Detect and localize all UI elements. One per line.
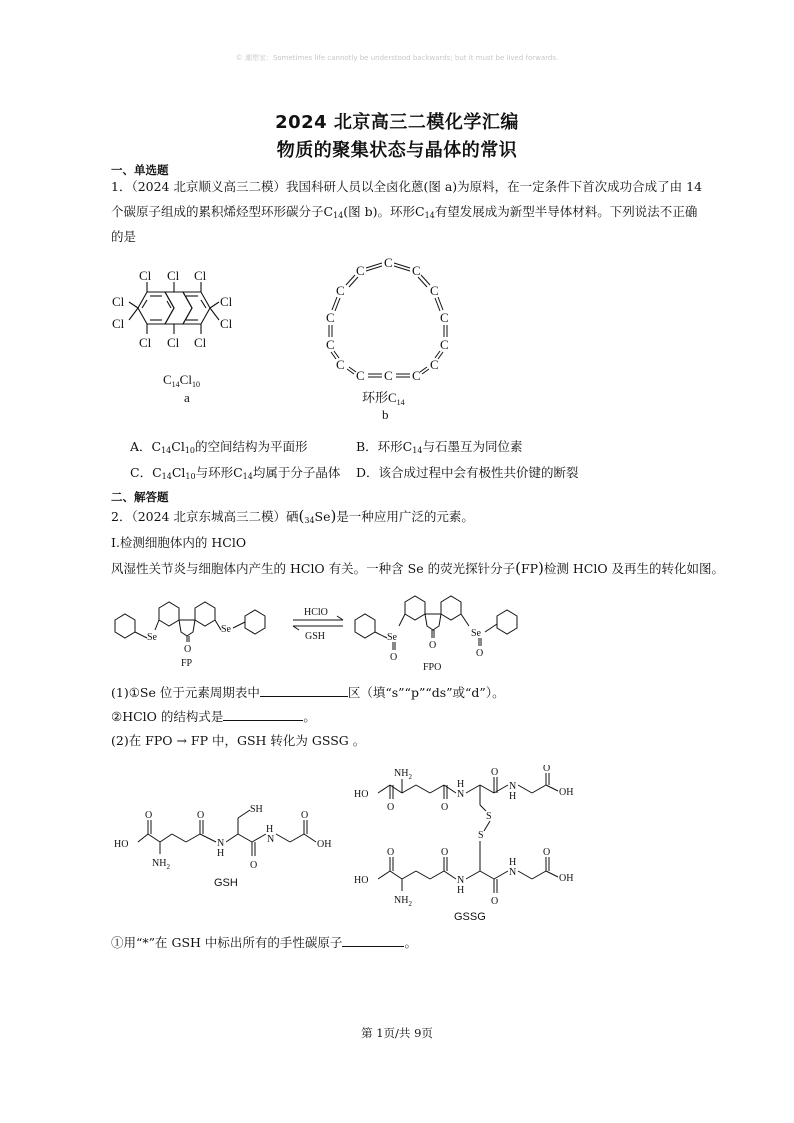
formula-sub: 14 [333,211,344,220]
option-text: B．环形C [356,439,413,454]
option-text: 的空间结构为平面形 [195,439,308,454]
arrow-label-hclo: HClO [304,607,328,618]
gsh-label: GSH [214,877,238,889]
oh-group: OH [317,839,332,850]
o-atom: O [145,810,153,821]
document-subtitle: 物质的聚集状态与晶体的常识 [276,140,518,161]
cl-atom: Cl [167,335,180,350]
option-text: 与石墨互为同位素 [422,439,523,454]
figure-b-cyclocarbon [320,255,460,420]
cl-atom: Cl [220,316,233,331]
o-atom: O [441,847,449,858]
nh2-group: $NH_2$ [394,768,412,781]
svg-text:C: C [326,310,335,325]
q2-text: 。 [303,709,316,724]
o-atom: O [250,860,258,871]
cl-atom: Cl [194,268,207,283]
q1-text: 有望发展成为新型半导体材料。下列说法 [434,204,660,219]
oh-group: OH [559,873,574,884]
formula-sub: 14 [242,472,253,481]
q2-text: 。 [404,935,417,950]
figure-b-letter: b [382,407,389,420]
fp-fpo-scheme [105,590,545,680]
formula-sub: 14 [412,446,423,455]
ho-group: HO [354,789,369,800]
o-atom: O [491,767,499,778]
svg-text:C: C [336,357,345,372]
element-se: Se [314,509,331,524]
q2-text: (1)①Se 位于元素周期表中 [111,685,260,700]
emphasis-char: 正 [672,204,685,219]
option-text: C．C [130,465,162,480]
gssg-label: GSSG [454,911,486,923]
o-atom: O [301,810,309,821]
figure-a-letter: a [184,390,190,402]
q1-text: (图 b)。环形 [343,204,416,219]
emphasis-char: 确 [684,204,698,219]
svg-text:C: C [326,337,335,352]
arrow-label-gsh: GSH [305,631,326,642]
ho-group: HO [354,875,369,886]
formula-c: C [415,204,425,219]
n-atom: N [457,789,465,800]
se-atom: Se [221,624,231,635]
q2-text: 是一种应用广泛的元素。 [336,509,474,524]
fpo-label: FPO [423,662,442,673]
formula-sub: 14 [161,472,172,481]
h-atom: H [509,791,517,802]
h-atom: H [457,779,465,790]
svg-text:C: C [412,263,421,278]
watermark: © 潮想家：Sometimes life cannotly be understood backwards; but it must be lived forwards. [235,54,559,62]
q1-line-1: 1．（2024 北京顺义高三二模）我国科研人员以全卤化蒽(图 a)为原料，在一定条件下首次成功合成了由 14 [111,179,703,194]
q2-sub2: (2)在 FPO → FP 中，GSH 转化为 GSSG 。 [111,733,366,748]
o-atom: O [491,896,499,907]
h-atom: H [457,885,465,896]
s-atom: S [486,811,492,822]
q2-text: 2．（2024 北京东城高三二模）硒 [111,509,299,524]
figure-a-formula: $C_{14}Cl_{10}$ [163,372,200,389]
q1-line-3: 的是 [111,229,137,244]
svg-text:C: C [440,310,449,325]
part1-text: 风湿性关节炎与细胞体内产生的 HClO 有关。一种含 Se 的荧光探针分子(FP)检测 HClO 及再生的转化如图。 [111,559,725,577]
sh-group: SH [250,804,263,815]
option-c[interactable] [130,463,340,481]
formula-sub: 10 [184,446,196,455]
n-atom: N [217,838,225,849]
atomic-number: 34 [304,516,315,525]
option-text: Cl [171,439,185,454]
answer-blank-chiral-carbon[interactable] [342,934,404,947]
h-atom: H [217,848,225,859]
option-text: 与环形C [195,465,243,480]
cl-atom: Cl [194,335,207,350]
cl-atom: Cl [112,294,125,309]
figure-b-formula: 环形$C_{14}$ [362,390,405,407]
option-d[interactable]: D．该合成过程中会有极性共价键的断裂 [356,465,579,480]
o-atom: O [184,644,192,655]
n-atom: N [509,781,517,792]
o-atom: O [387,802,395,813]
nh2-group: $NH_2$ [152,858,170,871]
o-atom: O [390,652,398,663]
svg-text:C: C [336,283,345,298]
formula-c: C [323,204,334,219]
h-atom: H [509,857,517,868]
cl-atom: Cl [139,268,152,283]
formula-sub: 10 [185,472,196,481]
svg-text:C: C [412,368,421,383]
carbon-ring-atoms [326,255,449,383]
fp-abbrev: FP [520,561,539,576]
cl-atom: Cl [139,335,152,350]
q1-text: 个碳原子组成的累积烯烃型环形碳分子 [111,204,324,219]
emphasis-char: 不 [659,204,673,219]
part1-title: I.检测细胞体内的 HClO [111,535,247,550]
fp-label: FP [181,658,193,669]
svg-text:C: C [356,368,365,383]
s-atom: S [478,830,484,841]
option-text: Cl [171,465,186,480]
o-atom: O [387,847,395,858]
o-atom: O [476,648,484,659]
q2-sub2-1 [111,933,691,953]
formula-sub: 14 [161,446,172,455]
cl-atom: Cl [112,316,125,331]
option-text: A．C [130,439,162,454]
oh-group: OH [559,787,574,798]
cl-atom: Cl [220,294,233,309]
q2-sub1-line2 [111,707,691,727]
formula-sub: 14 [424,211,435,220]
o-atom: O [197,810,205,821]
figure-a-perchloroanthracene [105,262,280,402]
section-heading-single-choice: 一、单选题 [111,163,169,177]
option-a[interactable] [130,437,308,455]
q2-text: ①用“*”在 GSH 中标出所有的手性碳原子 [111,935,343,950]
o-atom: O [441,802,449,813]
q2-text: ②HClO 的结构式是 [111,709,224,724]
page-footer: 第 1页/共 9页 [361,1026,433,1040]
answer-blank-block[interactable] [260,684,348,697]
section-heading-answer: 二、解答题 [111,490,169,504]
svg-text:C: C [440,337,449,352]
se-atom: Se [147,632,157,643]
se-atom: Se [387,632,397,643]
n-atom: N [457,875,465,886]
o-atom: O [429,640,437,651]
option-b[interactable] [356,437,522,455]
svg-text:C: C [384,368,393,383]
h-atom: H [266,824,274,835]
q2-sub1-line1 [111,683,691,703]
cl-atom: Cl [167,268,180,283]
q2-intro: 2．（2024 北京东城高三二模）硒$(_{34}Se)$是一种应用广泛的元素。 [111,507,474,525]
o-atom: O [543,765,551,774]
option-text: 均属于分子晶体 [252,465,341,480]
svg-text:C: C [384,255,393,270]
document-title: 2024 北京高三二模化学汇编 [275,112,519,133]
se-atom: Se [471,628,481,639]
svg-text:C: C [356,263,365,278]
q2-text: 检测 HClO 及再生的转化如图。 [543,561,725,576]
q1-line-2 [111,202,698,226]
n-atom: N [267,834,275,845]
n-atom: N [509,867,517,878]
q2-text: 区（填“s”“p”“ds”或“d”）。 [347,685,505,700]
ho-group: HO [114,839,129,850]
q2-text: 风湿性关节炎与细胞体内产生的 HClO 有关。一种含 Se 的荧光探针分子 [111,561,516,576]
nh2-group: $NH_2$ [394,895,412,908]
svg-text:C: C [430,357,439,372]
answer-blank-hclo-structure[interactable] [223,708,303,721]
gsh-structure [110,790,350,890]
gssg-structure [350,765,600,925]
o-atom: O [543,847,551,858]
svg-text:C: C [430,283,439,298]
